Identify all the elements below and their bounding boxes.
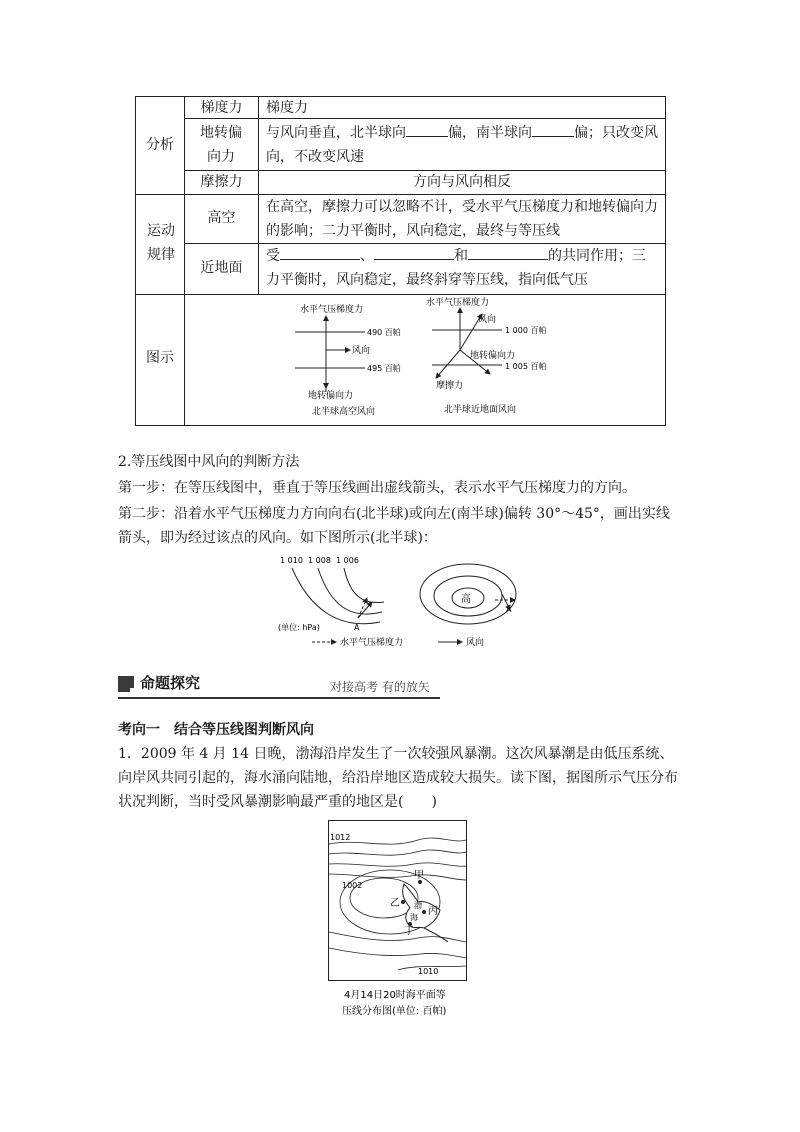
coriolis-text-1: 与风向垂直，北半球向 [266,125,406,141]
fill-blank[interactable] [468,244,548,260]
friction-desc: 方向与风向相反 [413,174,511,190]
surface-text-4: 的共同作用；三力平衡时，风向稳定，最终斜穿等压线，指向低气压 [266,248,646,288]
unit-label: (单位: hPa) [278,623,320,632]
method-step-2: 第二步：沿着水平气压梯度力方向向右(北半球)或向左(南半球)偏转 30°～45°，画出实线箭头，即为经过该点的风向。如下图所示(北半球)： [118,506,670,546]
surface-desc [266,244,658,292]
isobar-curve [292,568,380,624]
sub-label-friction: 摩擦力 [200,174,243,190]
point-a: A [506,605,512,614]
pgf-label: 水平气压梯度力 [426,298,490,308]
coriolis-text-4: 向，不改变风速 [266,149,364,165]
surface-text-2: 、 [360,248,374,264]
isobar-value-1010: 1010 [418,967,439,976]
isobar-label-bottom: 495 百帕 [367,364,401,373]
coriolis-desc [266,121,658,169]
wind-label: 风向 [352,346,371,356]
pgf-label: 水平气压梯度力 [300,305,364,315]
table-border [135,425,666,426]
sub-label-gradient: 梯度力 [200,100,243,116]
method-step-1: 第一步：在等压线图中，垂直于等压线画出虚线箭头，表示水平气压梯度力的方向。 [118,480,636,496]
isobar-curve [318,568,382,614]
figure-caption: 北半球近地面风向 [444,405,517,415]
isobar-value-1012: 1012 [330,833,351,842]
figure-caption: 北半球高空风向 [312,407,376,417]
isobar-value-1008: 1 008 [308,556,331,565]
location-marker [422,910,426,914]
sea-label-bo: 渤 [414,901,422,910]
surface-text-1: 受 [266,248,280,264]
sea-label-hai: 海 [410,913,418,922]
coriolis-text-2: 偏，南半球向 [448,125,532,141]
point-a: A [354,623,360,632]
legend-dashed-label: 水平气压梯度力 [340,638,404,648]
isobar-label-bottom: 1 005 百帕 [505,362,547,371]
question-text: 1．2009 年 4 月 14 日晚，渤海沿岸发生了一次较强风暴潮。这次风暴潮是由低压系统、向岸风共同引起的，海水涌向陆地，给沿岸地区造成较大损失。读下图，据图所示气压分布状况判断，当时受风暴潮影响最严重的地区是( ) [118,746,678,810]
high-pressure-label: 高 [461,594,471,605]
sea-level-pressure-map [328,820,468,1020]
row-label-analysis: 分析 [146,137,174,153]
location-jia: 甲 [414,870,424,881]
fill-blank[interactable] [280,244,360,260]
table-border [135,294,666,295]
fill-blank[interactable] [374,244,454,260]
table-border [665,96,666,426]
section-rule [118,697,440,699]
surface-wind-diagram [422,292,562,424]
coriolis-text-3: 偏；只改变风 [574,125,658,141]
isobar-value-1010: 1 010 [280,556,303,565]
isobar-curve [344,568,384,603]
location-ding: 丁 [404,926,414,937]
row-label-diagram: 图示 [146,350,174,366]
fill-blank[interactable] [406,121,448,137]
friction-label: 摩擦力 [436,381,464,391]
section-title: 命题探究 [140,674,201,692]
row-label-motion: 运动规律 [147,223,175,263]
location-bing: 丙 [428,906,438,917]
sub-label-coriolis: 地转偏向力 [200,125,242,165]
method-heading: 2.等压线图中风向的判断方法 [118,454,300,470]
isobar-label-top: 490 百帕 [367,328,401,337]
table-border [258,96,259,294]
question-topic: 考向一 结合等压线图判断风向 [118,722,314,738]
sub-label-surface: 近地面 [200,260,243,276]
wind-label: 风向 [478,315,497,325]
coriolis-label: 地转偏向力 [308,391,354,401]
location-yi: 乙 [390,898,400,909]
legend-solid-label: 风向 [466,638,485,648]
wind-arrow [358,602,372,618]
isobar-value-1002: 1002 [342,881,363,890]
isobar-label-top: 1 000 百帕 [505,326,547,335]
section-subtitle: 对接高考 有的放矢 [330,680,430,694]
fill-blank[interactable] [532,121,574,137]
surface-text-3: 和 [454,248,468,264]
high-desc: 在高空，摩擦力可以忽略不计，受水平气压梯度力和地转偏向力的影响；二力平衡时，风向稳定，最终与等压线 [266,199,658,239]
friction-arrow [436,350,460,378]
map-caption-2: 压线分布图(单位: 百帕) [342,1006,447,1017]
upper-air-wind-diagram [290,296,420,424]
section-icon [118,676,134,692]
gradient-desc: 梯度力 [266,100,308,116]
isobar-value-1006: 1 006 [336,556,359,565]
sub-label-high: 高空 [207,210,236,226]
coriolis-label: 地转偏向力 [470,351,516,361]
map-caption-1: 4月14日20时海平面等 [344,990,446,1001]
isobar-wind-figure [270,550,540,652]
location-marker [401,900,405,904]
